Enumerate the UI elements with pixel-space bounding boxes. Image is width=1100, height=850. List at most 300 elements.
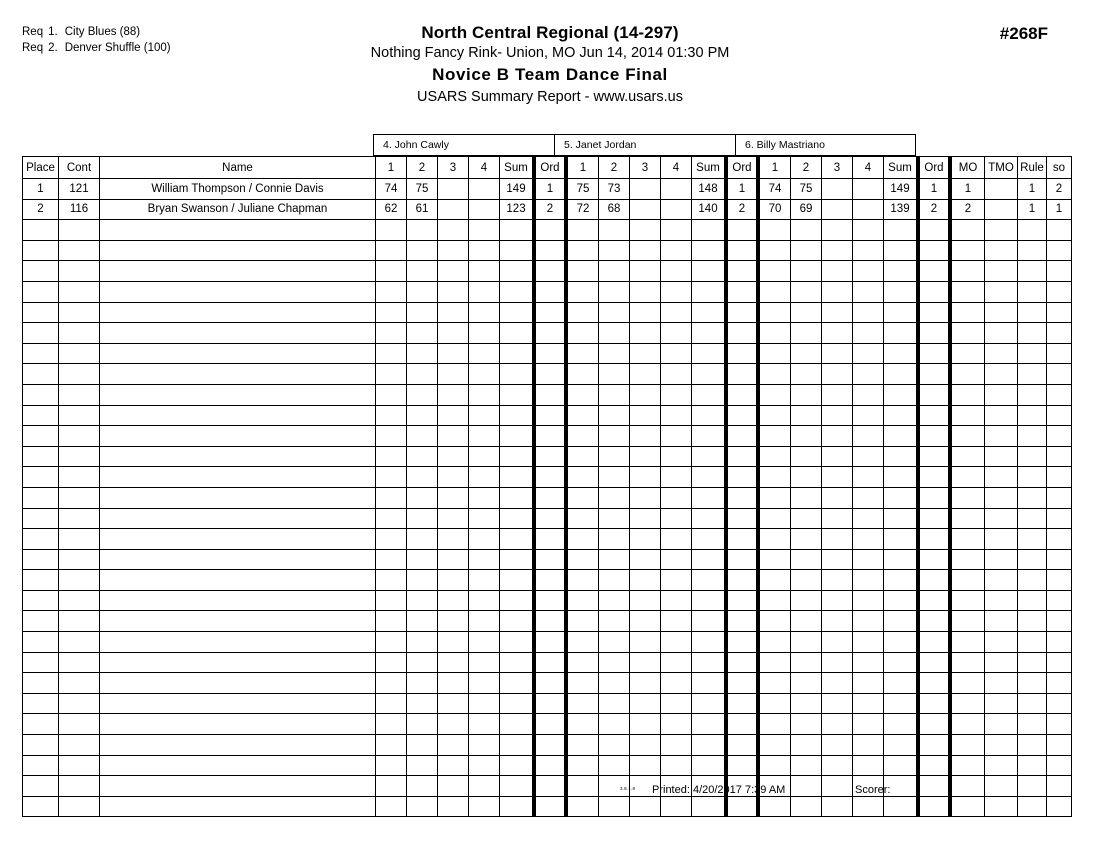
cell-so <box>1047 632 1072 653</box>
cell-judge5-score-1 <box>566 570 599 591</box>
cell-judge6-ord <box>918 261 950 282</box>
cell-judge4-score-1 <box>376 405 407 426</box>
results-table <box>22 156 1072 817</box>
cell-judge4-ord <box>534 673 566 694</box>
header-mo: MO <box>950 157 985 179</box>
cell-cont <box>59 323 100 344</box>
cell-judge6-score-3 <box>822 632 853 653</box>
cell-name <box>100 446 376 467</box>
cell-mo <box>950 673 985 694</box>
cell-judge5-score-2 <box>599 343 630 364</box>
cell-judge5-score-1 <box>566 529 599 550</box>
cell-place <box>23 384 59 405</box>
cell-judge5-score-4 <box>661 487 692 508</box>
cell-tmo <box>985 446 1018 467</box>
cell-judge6-sum <box>884 714 919 735</box>
cell-cont <box>59 590 100 611</box>
cell-judge4-score-3 <box>438 446 469 467</box>
table-row-empty <box>23 343 1072 364</box>
cell-judge5-sum <box>692 302 727 323</box>
cell-place <box>23 590 59 611</box>
cell-place <box>23 240 59 261</box>
cell-judge4-sum <box>500 426 535 447</box>
report-header <box>0 22 1100 108</box>
cell-judge5-score-1 <box>566 487 599 508</box>
cell-tmo <box>985 652 1018 673</box>
cell-tmo <box>985 199 1018 220</box>
cell-judge5-score-3 <box>630 467 661 488</box>
cell-judge4-score-4 <box>469 487 500 508</box>
cell-cont <box>59 693 100 714</box>
cell-judge5-score-4 <box>661 549 692 570</box>
cell-judge4-score-1 <box>376 426 407 447</box>
cell-judge4-score-4 <box>469 261 500 282</box>
cell-judge4-score-3 <box>438 632 469 653</box>
cell-judge6-score-1 <box>758 364 791 385</box>
cell-so <box>1047 735 1072 756</box>
cell-judge5-sum <box>692 405 727 426</box>
cell-judge6-sum <box>884 364 919 385</box>
judge-banner-judge-4: 4. John Cawly <box>373 134 554 156</box>
requirement-tag: Req <box>22 42 44 54</box>
cell-cont <box>59 302 100 323</box>
cell-judge4-score-3 <box>438 487 469 508</box>
header-judge4-score-2: 2 <box>407 157 438 179</box>
cell-judge4-score-1: 62 <box>376 199 407 220</box>
cell-judge5-ord <box>726 446 758 467</box>
cell-judge6-score-2 <box>791 405 822 426</box>
cell-cont <box>59 632 100 653</box>
cell-rule <box>1018 261 1047 282</box>
cell-judge5-score-2 <box>599 467 630 488</box>
cell-judge5-score-4 <box>661 220 692 241</box>
cell-judge5-ord <box>726 714 758 735</box>
cell-place <box>23 220 59 241</box>
cell-judge5-sum: 140 <box>692 199 727 220</box>
cell-judge6-sum <box>884 446 919 467</box>
cell-judge4-score-2 <box>407 220 438 241</box>
cell-judge4-score-4 <box>469 281 500 302</box>
cell-judge6-score-2 <box>791 714 822 735</box>
cell-name <box>100 570 376 591</box>
cell-rule <box>1018 632 1047 653</box>
cell-judge6-score-1 <box>758 240 791 261</box>
cell-judge6-score-1 <box>758 652 791 673</box>
cell-judge5-score-2 <box>599 673 630 694</box>
cell-name <box>100 302 376 323</box>
cell-judge6-score-4 <box>853 281 884 302</box>
cell-judge4-score-4 <box>469 611 500 632</box>
cell-judge5-score-1 <box>566 590 599 611</box>
cell-judge6-ord <box>918 549 950 570</box>
cell-judge6-score-4 <box>853 302 884 323</box>
cell-judge5-sum <box>692 570 727 591</box>
cell-judge5-score-4 <box>661 323 692 344</box>
cell-judge5-score-1 <box>566 323 599 344</box>
cell-judge4-score-2 <box>407 508 438 529</box>
cell-judge5-score-2 <box>599 323 630 344</box>
cell-judge4-score-4 <box>469 673 500 694</box>
cell-judge6-score-1 <box>758 426 791 447</box>
cell-judge4-score-1 <box>376 590 407 611</box>
cell-judge5-score-2 <box>599 529 630 550</box>
cell-tmo <box>985 426 1018 447</box>
cell-judge6-score-4 <box>853 735 884 756</box>
cell-mo <box>950 735 985 756</box>
cell-judge5-score-3 <box>630 343 661 364</box>
cell-judge6-score-4 <box>853 652 884 673</box>
cell-judge4-score-2: 61 <box>407 199 438 220</box>
cell-judge5-ord <box>726 755 758 776</box>
cell-judge4-sum <box>500 570 535 591</box>
cell-judge6-sum <box>884 652 919 673</box>
cell-judge5-score-3 <box>630 179 661 200</box>
cell-name <box>100 714 376 735</box>
cell-judge5-sum <box>692 384 727 405</box>
cell-judge6-sum <box>884 261 919 282</box>
cell-judge4-sum <box>500 302 535 323</box>
cell-judge5-ord <box>726 240 758 261</box>
cell-mo <box>950 611 985 632</box>
cell-judge6-score-2 <box>791 302 822 323</box>
judge-banner-row <box>373 134 916 156</box>
cell-judge4-ord <box>534 323 566 344</box>
cell-judge4-sum <box>500 611 535 632</box>
cell-judge5-score-3 <box>630 384 661 405</box>
cell-judge5-score-3 <box>630 261 661 282</box>
cell-judge5-ord <box>726 632 758 653</box>
cell-cont <box>59 467 100 488</box>
cell-tmo <box>985 632 1018 653</box>
sheet-number: #268F <box>999 24 1048 43</box>
cell-judge5-sum <box>692 281 727 302</box>
cell-judge4-score-3 <box>438 364 469 385</box>
cell-mo <box>950 281 985 302</box>
cell-name <box>100 240 376 261</box>
cell-judge6-score-1 <box>758 261 791 282</box>
cell-judge5-sum <box>692 549 727 570</box>
cell-tmo <box>985 343 1018 364</box>
cell-judge6-score-3 <box>822 240 853 261</box>
cell-judge5-score-4 <box>661 735 692 756</box>
cell-judge5-score-1 <box>566 384 599 405</box>
table-row-empty <box>23 693 1072 714</box>
cell-name <box>100 652 376 673</box>
cell-name: William Thompson / Connie Davis <box>100 179 376 200</box>
cell-place: 2 <box>23 199 59 220</box>
cell-judge6-score-4 <box>853 508 884 529</box>
cell-judge4-score-2 <box>407 735 438 756</box>
cell-judge5-score-3 <box>630 302 661 323</box>
cell-judge4-ord <box>534 652 566 673</box>
cell-mo <box>950 446 985 467</box>
cell-name <box>100 281 376 302</box>
cell-judge5-ord <box>726 323 758 344</box>
cell-judge4-ord <box>534 384 566 405</box>
cell-mo <box>950 343 985 364</box>
cell-so <box>1047 364 1072 385</box>
table-row-empty <box>23 446 1072 467</box>
cell-judge6-sum <box>884 508 919 529</box>
cell-judge5-score-4 <box>661 364 692 385</box>
cell-name <box>100 549 376 570</box>
table-row-empty <box>23 570 1072 591</box>
cell-judge6-score-3 <box>822 529 853 550</box>
cell-judge4-score-2 <box>407 323 438 344</box>
cell-so <box>1047 673 1072 694</box>
cell-mo <box>950 755 985 776</box>
cell-judge5-sum: 148 <box>692 179 727 200</box>
cell-mo: 2 <box>950 199 985 220</box>
cell-judge6-ord <box>918 693 950 714</box>
cell-judge6-score-3 <box>822 302 853 323</box>
cell-judge5-score-4 <box>661 467 692 488</box>
cell-judge6-ord <box>918 652 950 673</box>
cell-cont: 116 <box>59 199 100 220</box>
cell-name <box>100 364 376 385</box>
cell-judge6-score-2 <box>791 673 822 694</box>
cell-judge6-score-3 <box>822 343 853 364</box>
cell-judge4-ord <box>534 281 566 302</box>
cell-so <box>1047 714 1072 735</box>
cell-judge5-ord <box>726 611 758 632</box>
cell-judge5-sum <box>692 652 727 673</box>
cell-judge6-ord <box>918 467 950 488</box>
cell-judge5-score-1 <box>566 549 599 570</box>
cell-judge6-score-3 <box>822 693 853 714</box>
cell-judge5-sum <box>692 611 727 632</box>
cell-rule <box>1018 384 1047 405</box>
cell-judge4-score-4 <box>469 714 500 735</box>
cell-judge5-score-1: 75 <box>566 179 599 200</box>
cell-judge6-score-4 <box>853 405 884 426</box>
cell-tmo <box>985 302 1018 323</box>
cell-judge5-sum <box>692 735 727 756</box>
cell-judge4-ord <box>534 446 566 467</box>
cell-judge4-score-3 <box>438 570 469 591</box>
cell-judge6-score-2 <box>791 281 822 302</box>
cell-judge4-ord <box>534 261 566 282</box>
cell-so <box>1047 755 1072 776</box>
cell-judge6-score-1 <box>758 673 791 694</box>
table-row-empty <box>23 487 1072 508</box>
cell-cont: 121 <box>59 179 100 200</box>
cell-judge6-score-1 <box>758 755 791 776</box>
header-cont: Cont <box>59 157 100 179</box>
cell-judge4-score-2 <box>407 693 438 714</box>
cell-judge6-score-1 <box>758 611 791 632</box>
cell-rule <box>1018 364 1047 385</box>
cell-mo <box>950 467 985 488</box>
cell-judge6-ord <box>918 343 950 364</box>
cell-judge4-score-2: 75 <box>407 179 438 200</box>
cell-name <box>100 529 376 550</box>
cell-judge5-score-1 <box>566 611 599 632</box>
requirement-tag: Req <box>22 26 44 38</box>
table-row-empty <box>23 467 1072 488</box>
cell-judge5-ord <box>726 261 758 282</box>
cell-judge4-score-2 <box>407 652 438 673</box>
cell-so <box>1047 281 1072 302</box>
cell-judge4-sum <box>500 364 535 385</box>
cell-judge5-score-1 <box>566 364 599 385</box>
cell-judge4-ord <box>534 364 566 385</box>
cell-judge6-score-2 <box>791 261 822 282</box>
cell-cont <box>59 508 100 529</box>
cell-judge5-score-3 <box>630 570 661 591</box>
cell-judge6-ord <box>918 487 950 508</box>
cell-judge5-score-4 <box>661 755 692 776</box>
cell-mo <box>950 302 985 323</box>
cell-cont <box>59 446 100 467</box>
cell-judge6-score-2 <box>791 529 822 550</box>
cell-judge6-score-4 <box>853 693 884 714</box>
cell-judge5-score-3 <box>630 673 661 694</box>
table-row-empty <box>23 281 1072 302</box>
cell-name: Bryan Swanson / Juliane Chapman <box>100 199 376 220</box>
cell-judge6-sum <box>884 755 919 776</box>
cell-judge6-ord <box>918 714 950 735</box>
cell-so <box>1047 302 1072 323</box>
cell-rule <box>1018 611 1047 632</box>
cell-name <box>100 261 376 282</box>
cell-judge6-ord <box>918 302 950 323</box>
cell-judge4-sum <box>500 693 535 714</box>
cell-judge4-score-3 <box>438 755 469 776</box>
cell-judge5-score-2 <box>599 302 630 323</box>
cell-judge4-ord <box>534 714 566 735</box>
cell-judge4-score-2 <box>407 240 438 261</box>
table-row-empty <box>23 261 1072 282</box>
cell-judge6-score-3 <box>822 508 853 529</box>
cell-tmo <box>985 240 1018 261</box>
cell-judge4-ord <box>534 693 566 714</box>
cell-judge6-score-4 <box>853 529 884 550</box>
cell-judge5-score-3 <box>630 529 661 550</box>
header-judge6-ord: Ord <box>918 157 950 179</box>
cell-judge4-score-3 <box>438 529 469 550</box>
cell-place <box>23 673 59 694</box>
cell-judge4-score-4 <box>469 529 500 550</box>
cell-judge6-score-2 <box>791 220 822 241</box>
cell-name <box>100 735 376 756</box>
cell-cont <box>59 220 100 241</box>
cell-judge5-score-2: 73 <box>599 179 630 200</box>
cell-mo: 1 <box>950 179 985 200</box>
cell-place <box>23 302 59 323</box>
cell-judge5-score-3 <box>630 199 661 220</box>
cell-tmo <box>985 487 1018 508</box>
cell-judge6-sum <box>884 384 919 405</box>
cell-so <box>1047 240 1072 261</box>
cell-judge5-score-4 <box>661 281 692 302</box>
cell-place <box>23 693 59 714</box>
cell-judge4-score-4 <box>469 467 500 488</box>
cell-judge6-score-1 <box>758 405 791 426</box>
cell-judge6-score-3 <box>822 446 853 467</box>
cell-name <box>100 384 376 405</box>
cell-judge4-ord <box>534 570 566 591</box>
cell-judge5-score-1 <box>566 508 599 529</box>
cell-judge4-score-2 <box>407 467 438 488</box>
cell-judge4-sum <box>500 652 535 673</box>
header-place: Place <box>23 157 59 179</box>
cell-judge5-score-2 <box>599 755 630 776</box>
cell-rule <box>1018 323 1047 344</box>
cell-judge5-ord <box>726 467 758 488</box>
cell-judge4-score-4 <box>469 405 500 426</box>
cell-judge6-sum <box>884 220 919 241</box>
cell-place <box>23 426 59 447</box>
cell-name <box>100 343 376 364</box>
cell-judge4-score-1 <box>376 632 407 653</box>
cell-judge5-ord <box>726 735 758 756</box>
cell-judge4-sum <box>500 487 535 508</box>
cell-judge4-score-3 <box>438 199 469 220</box>
cell-tmo <box>985 570 1018 591</box>
cell-place <box>23 549 59 570</box>
table-row-empty <box>23 590 1072 611</box>
cell-judge5-score-1 <box>566 735 599 756</box>
cell-tmo <box>985 529 1018 550</box>
cell-judge4-score-3 <box>438 693 469 714</box>
cell-judge5-ord <box>726 487 758 508</box>
cell-judge5-score-4 <box>661 405 692 426</box>
cell-mo <box>950 570 985 591</box>
cell-rule <box>1018 281 1047 302</box>
cell-name <box>100 611 376 632</box>
cell-judge5-ord <box>726 281 758 302</box>
cell-judge6-score-3 <box>822 735 853 756</box>
cell-judge6-score-2 <box>791 549 822 570</box>
cell-so <box>1047 529 1072 550</box>
cell-judge5-score-2 <box>599 446 630 467</box>
cell-judge6-ord <box>918 529 950 550</box>
cell-judge6-score-2 <box>791 570 822 591</box>
requirement-number: 1. <box>48 26 58 38</box>
cell-judge4-score-4 <box>469 590 500 611</box>
cell-judge4-ord <box>534 343 566 364</box>
cell-cont <box>59 735 100 756</box>
cell-rule: 1 <box>1018 199 1047 220</box>
cell-judge6-score-2 <box>791 652 822 673</box>
cell-judge6-score-1: 74 <box>758 179 791 200</box>
table-row-empty <box>23 529 1072 550</box>
cell-judge5-score-1 <box>566 302 599 323</box>
cell-judge4-score-3 <box>438 261 469 282</box>
report-subtitle: USARS Summary Report - www.usars.us <box>417 89 683 105</box>
cell-judge4-score-1 <box>376 673 407 694</box>
requirement-dance-name: City Blues (88) <box>64 26 141 38</box>
cell-judge4-score-3 <box>438 714 469 735</box>
cell-judge4-score-3 <box>438 179 469 200</box>
cell-tmo <box>985 673 1018 694</box>
cell-judge5-score-1 <box>566 652 599 673</box>
cell-judge6-ord <box>918 632 950 653</box>
table-row-empty <box>23 714 1072 735</box>
cell-judge4-score-4 <box>469 220 500 241</box>
cell-judge4-score-1 <box>376 302 407 323</box>
cell-judge5-score-2 <box>599 652 630 673</box>
cell-judge5-sum <box>692 673 727 694</box>
cell-place <box>23 529 59 550</box>
cell-place <box>23 343 59 364</box>
cell-judge4-score-1: 74 <box>376 179 407 200</box>
cell-judge5-sum <box>692 467 727 488</box>
header-tmo: TMO <box>985 157 1018 179</box>
cell-mo <box>950 240 985 261</box>
cell-judge6-ord <box>918 405 950 426</box>
